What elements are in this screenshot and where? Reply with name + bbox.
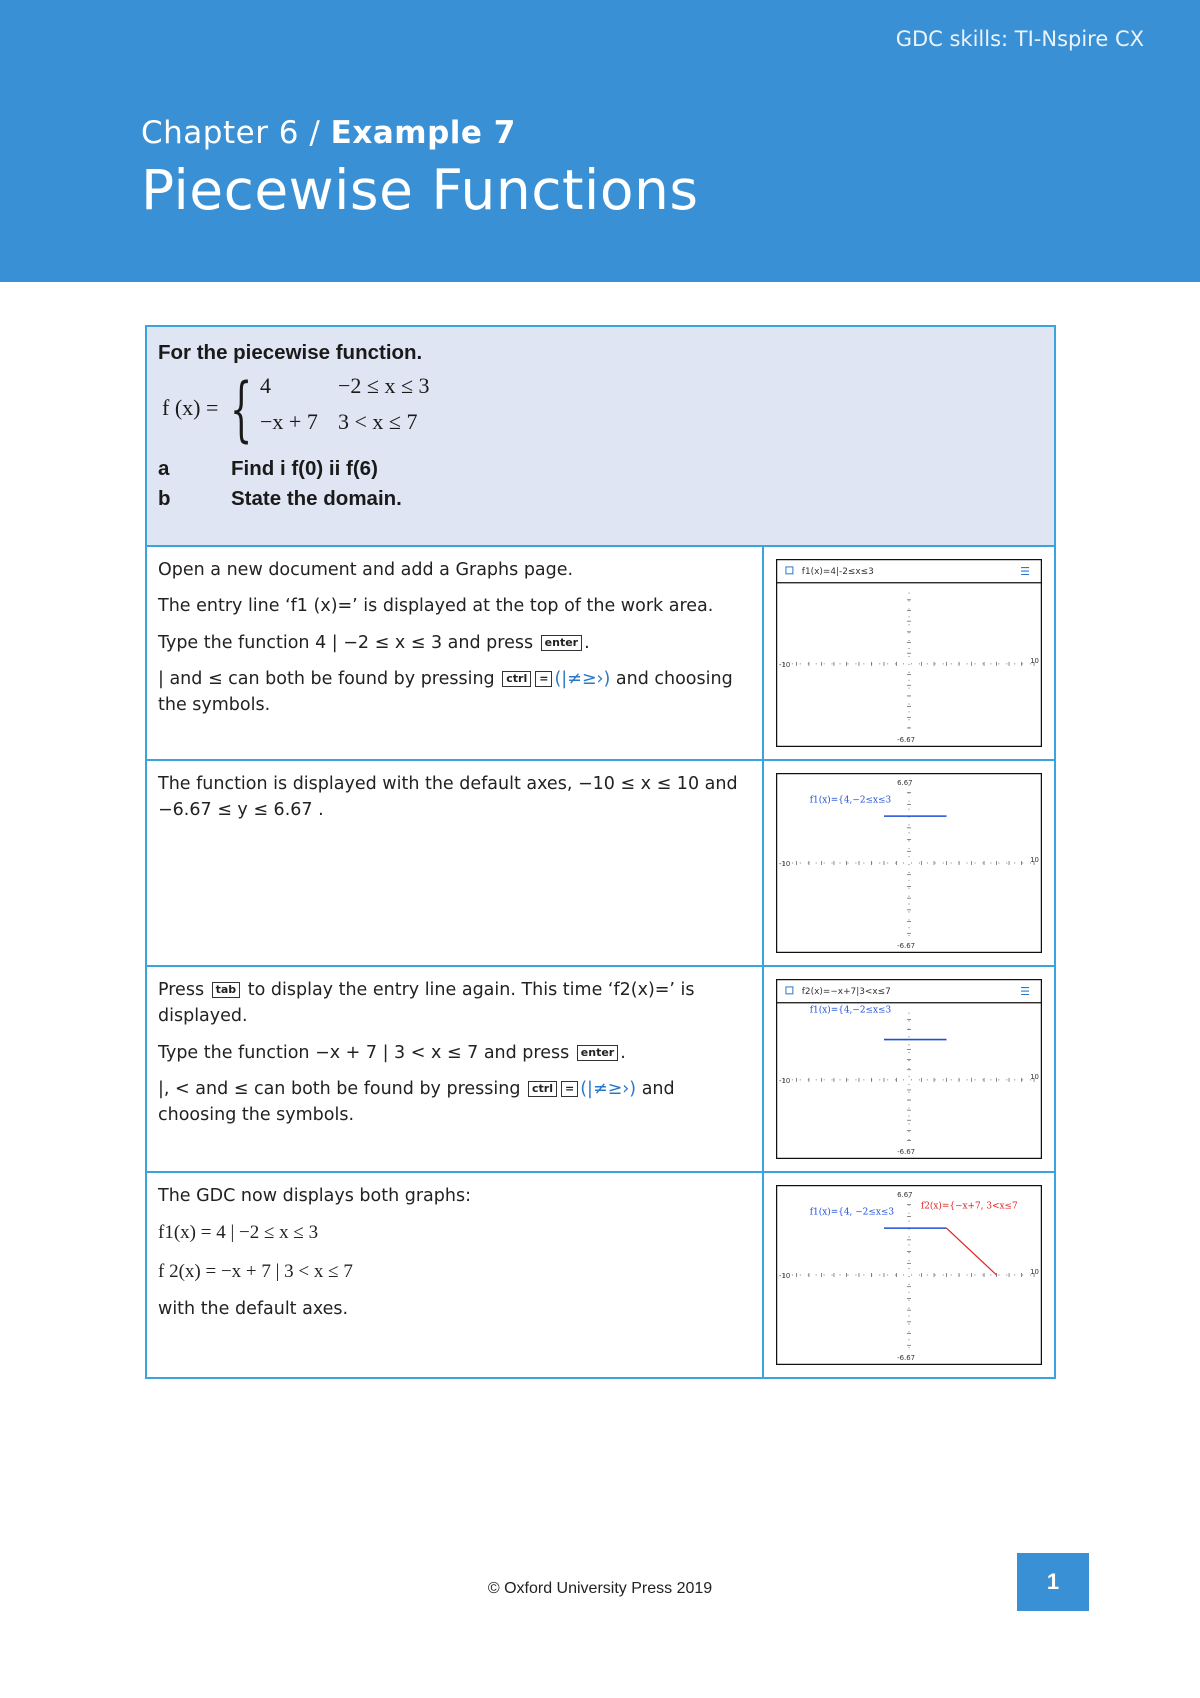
problem-lead: For the piecewise function. bbox=[158, 341, 423, 364]
step-text-4 bbox=[147, 1173, 762, 1377]
list-icon: ☰ bbox=[1020, 984, 1030, 998]
ymin-label: -6.67 bbox=[897, 1354, 916, 1363]
step-2-line-1: The function is displayed with the default axes, −10 ≤ x ≤ 10 and −6.67 ≤ y ≤ 6.67 . bbox=[158, 774, 738, 821]
piece-row-1: 4 −2 ≤ x ≤ 3 bbox=[260, 373, 430, 398]
xmax-label: 10 bbox=[1030, 856, 1039, 865]
symbol-key-icon: (|≠≥›) bbox=[580, 1078, 637, 1099]
calc-graph-4 bbox=[776, 1185, 1042, 1365]
calc-graph-1 bbox=[776, 559, 1042, 747]
equals-key-icon: = bbox=[561, 1081, 578, 1097]
xmin-label: -10 bbox=[778, 1076, 791, 1085]
step-text-1 bbox=[147, 547, 762, 759]
f2-graph-label: f2(x)={−x+7, 3<x≤7 bbox=[920, 1201, 1018, 1212]
ymin-label: -6.67 bbox=[897, 1148, 916, 1157]
calc-graph-3 bbox=[776, 979, 1042, 1159]
xmin-label: -10 bbox=[778, 1271, 791, 1280]
copyright-footer: © Oxford University Press 2019 bbox=[487, 1580, 713, 1597]
chapter-heading bbox=[141, 115, 516, 151]
step-row-2 bbox=[147, 759, 1054, 965]
gdc-skills-tag: GDC skills: TI-Nspire CX bbox=[895, 27, 1144, 51]
function-name: f (x) = bbox=[162, 395, 219, 420]
equals-key-icon: = bbox=[535, 671, 552, 687]
f1-graph-label: f1(x)={4,−2≤x≤3 bbox=[809, 1005, 892, 1016]
step-4-f1: f1(x) = 4 | −2 ≤ x ≤ 3 bbox=[158, 1222, 319, 1244]
brace-symbol: { bbox=[230, 368, 253, 450]
calc-entry-line: f2(x)=−x+7|3<x≤7 bbox=[801, 986, 891, 997]
f1-graph-label: f1(x)={4, −2≤x≤3 bbox=[809, 1207, 895, 1218]
question-a: a Find i f(0) ii f(6) bbox=[158, 457, 378, 480]
page-number: 1 bbox=[1017, 1553, 1089, 1611]
calc-screen-1 bbox=[776, 559, 1042, 747]
problem-statement bbox=[147, 327, 1054, 545]
step-1-line-3: Type the function 4 | −2 ≤ x ≤ 3 and press enter . bbox=[158, 632, 590, 653]
calculator-screenshot-4 bbox=[762, 1173, 1054, 1377]
step-4-line-1: The GDC now displays both graphs: bbox=[158, 1186, 471, 1206]
step-3-line-1: Press tab to display the entry line again. This time ‘f2(x)=’ is displayed. bbox=[158, 980, 695, 1027]
calculator-screenshot-2 bbox=[762, 761, 1054, 965]
calculator-screenshot-3 bbox=[762, 967, 1054, 1171]
step-row-3 bbox=[147, 965, 1054, 1171]
piecewise-definition bbox=[158, 368, 1043, 450]
ymin-label: -6.67 bbox=[897, 736, 916, 745]
enter-key-icon: enter bbox=[541, 635, 582, 651]
calc-screen-2 bbox=[776, 773, 1042, 953]
step-3-line-2: Type the function −x + 7 | 3 < x ≤ 7 and press enter . bbox=[158, 1042, 626, 1063]
xmin-label: -10 bbox=[778, 660, 791, 669]
list-icon: ☰ bbox=[1020, 564, 1030, 578]
calc-entry-line: f1(x)=4|-2≤x≤3 bbox=[801, 566, 874, 577]
step-1-line-2: The entry line ‘f1 (x)=’ is displayed at the top of the work area. bbox=[158, 596, 714, 617]
calc-graph-2 bbox=[776, 773, 1042, 953]
ymax-label: 6.67 bbox=[897, 778, 913, 787]
calculator-screenshot-1 bbox=[762, 547, 1054, 759]
ctrl-key-icon: ctrl bbox=[528, 1081, 557, 1097]
ymin-label: -6.67 bbox=[897, 942, 916, 951]
step-row-4 bbox=[147, 1171, 1054, 1377]
calc-screen-3 bbox=[776, 979, 1042, 1159]
step-3-line-3: |, < and ≤ can both be found by pressing ctrl = (|≠≥›) and choosing the symbols. bbox=[158, 1078, 675, 1125]
example-label: Example 7 bbox=[330, 115, 516, 151]
header-banner bbox=[0, 0, 1200, 282]
xmin-label: -10 bbox=[778, 859, 791, 868]
calc-screen-4 bbox=[776, 1185, 1042, 1365]
xmax-label: 10 bbox=[1030, 1268, 1039, 1277]
step-text-2 bbox=[147, 761, 762, 965]
question-b: b State the domain. bbox=[158, 487, 402, 510]
ymax-label: 6.67 bbox=[897, 1190, 913, 1199]
page-title: Piecewise Functions bbox=[141, 158, 699, 222]
f1-graph-label: f1(x)={4,−2≤x≤3 bbox=[809, 795, 892, 806]
chapter-label: Chapter 6 / bbox=[141, 115, 331, 151]
enter-key-icon: enter bbox=[577, 1045, 618, 1061]
tab-key-icon: tab bbox=[212, 982, 241, 998]
step-1-line-1: Open a new document and add a Graphs page. bbox=[158, 560, 574, 580]
step-4-f2: f 2(x) = −x + 7 | 3 < x ≤ 7 bbox=[158, 1260, 353, 1282]
step-text-3 bbox=[147, 967, 762, 1171]
ctrl-key-icon: ctrl bbox=[502, 671, 531, 687]
step-4-line-4: with the default axes. bbox=[158, 1299, 349, 1320]
symbol-key-icon: (|≠≥›) bbox=[554, 668, 611, 689]
xmax-label: 10 bbox=[1030, 1072, 1039, 1081]
step-1-line-4: | and ≤ can both be found by pressing ctrl = (|≠≥›) and choosing the symbols. bbox=[158, 668, 733, 715]
piece-row-2: −x + 7 3 < x ≤ 7 bbox=[260, 409, 418, 434]
worked-example-table bbox=[145, 325, 1056, 1379]
step-row-1 bbox=[147, 545, 1054, 759]
xmax-label: 10 bbox=[1030, 656, 1039, 665]
